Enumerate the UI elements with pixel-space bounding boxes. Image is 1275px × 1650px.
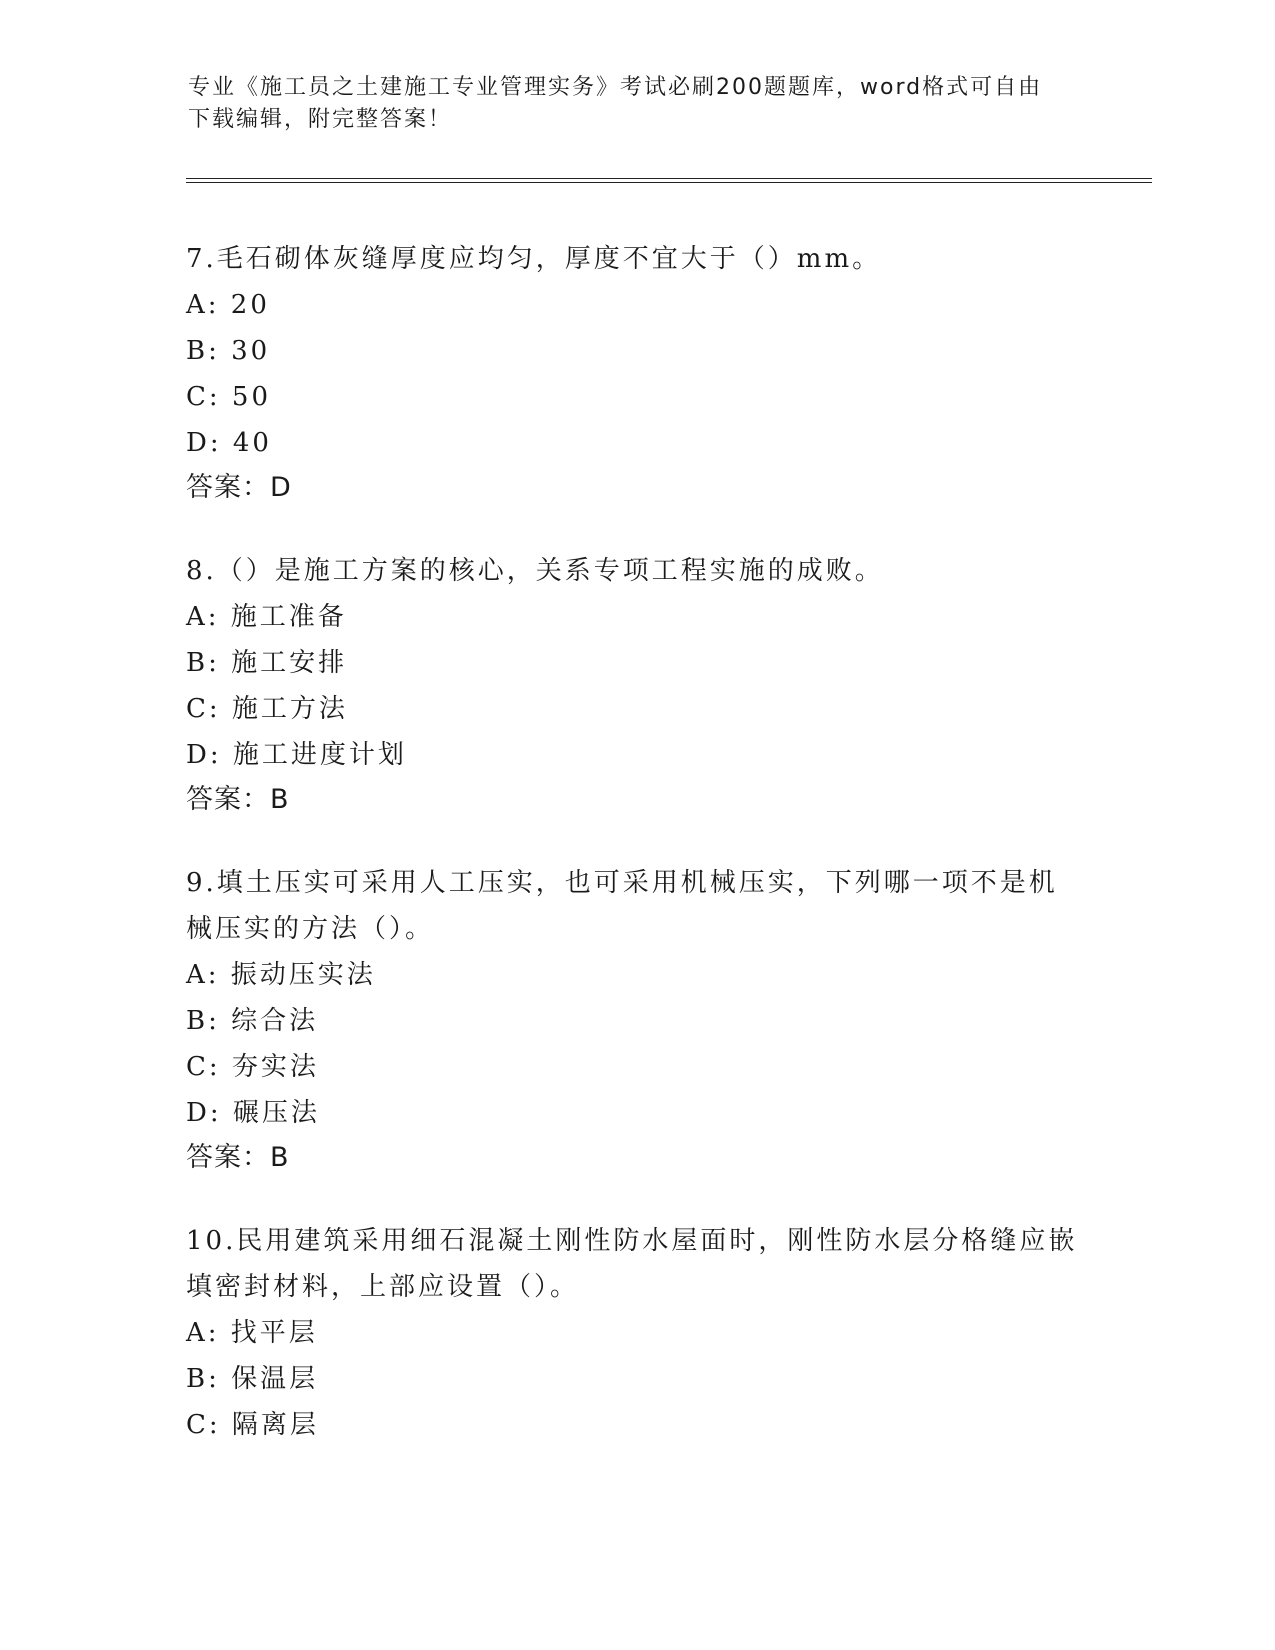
option-d: D: 碾压法 [186, 1098, 320, 1128]
option-a: A: 施工准备 [186, 602, 347, 632]
option-b: B: 综合法 [186, 1006, 319, 1036]
question-text: 8.（）是施工方案的核心，关系专项工程实施的成败。 [186, 556, 884, 586]
answer: 答案：D [186, 472, 292, 503]
question-text-line-1: 9.填土压实可采用人工压实，也可采用机械压实，下列哪一项不是机 [186, 868, 1058, 898]
question-9 [186, 860, 1086, 1180]
question-8 [186, 548, 1086, 822]
option-b: B: 30 [186, 336, 271, 366]
header-line-2: 下载编辑，附完整答案！ [188, 107, 453, 132]
question-text-line-2: 械压实的方法（）。 [186, 914, 435, 944]
question-list [186, 236, 1086, 1486]
question-text-line-2: 填密封材料，上部应设置（）。 [186, 1272, 580, 1302]
header-divider-bottom [186, 182, 1152, 183]
answer: 答案：B [186, 784, 290, 815]
header-line-1: 专业《施工员之土建施工专业管理实务》考试必刷200题题库，word格式可自由 [188, 75, 1043, 100]
answer: 答案：B [186, 1142, 290, 1173]
document-header [188, 72, 1088, 136]
option-b: B: 保温层 [186, 1364, 319, 1394]
option-d: D: 施工进度计划 [186, 740, 407, 770]
option-c: C: 隔离层 [186, 1410, 319, 1440]
header-divider-top [186, 178, 1152, 179]
option-a: A: 找平层 [186, 1318, 318, 1348]
option-d: D: 40 [186, 428, 272, 458]
question-7 [186, 236, 1086, 510]
option-a: A: 振动压实法 [186, 960, 376, 990]
option-c: C: 夯实法 [186, 1052, 319, 1082]
option-b: B: 施工安排 [186, 648, 348, 678]
option-c: C: 施工方法 [186, 694, 348, 724]
question-10 [186, 1218, 1086, 1448]
option-a: A: 20 [186, 290, 270, 320]
question-text-line-1: 10.民用建筑采用细石混凝土刚性防水屋面时，刚性防水层分格缝应嵌 [186, 1226, 1078, 1256]
option-c: C: 50 [186, 382, 272, 412]
question-text: 7.毛石砌体灰缝厚度应均匀，厚度不宜大于（）mm。 [186, 244, 882, 274]
